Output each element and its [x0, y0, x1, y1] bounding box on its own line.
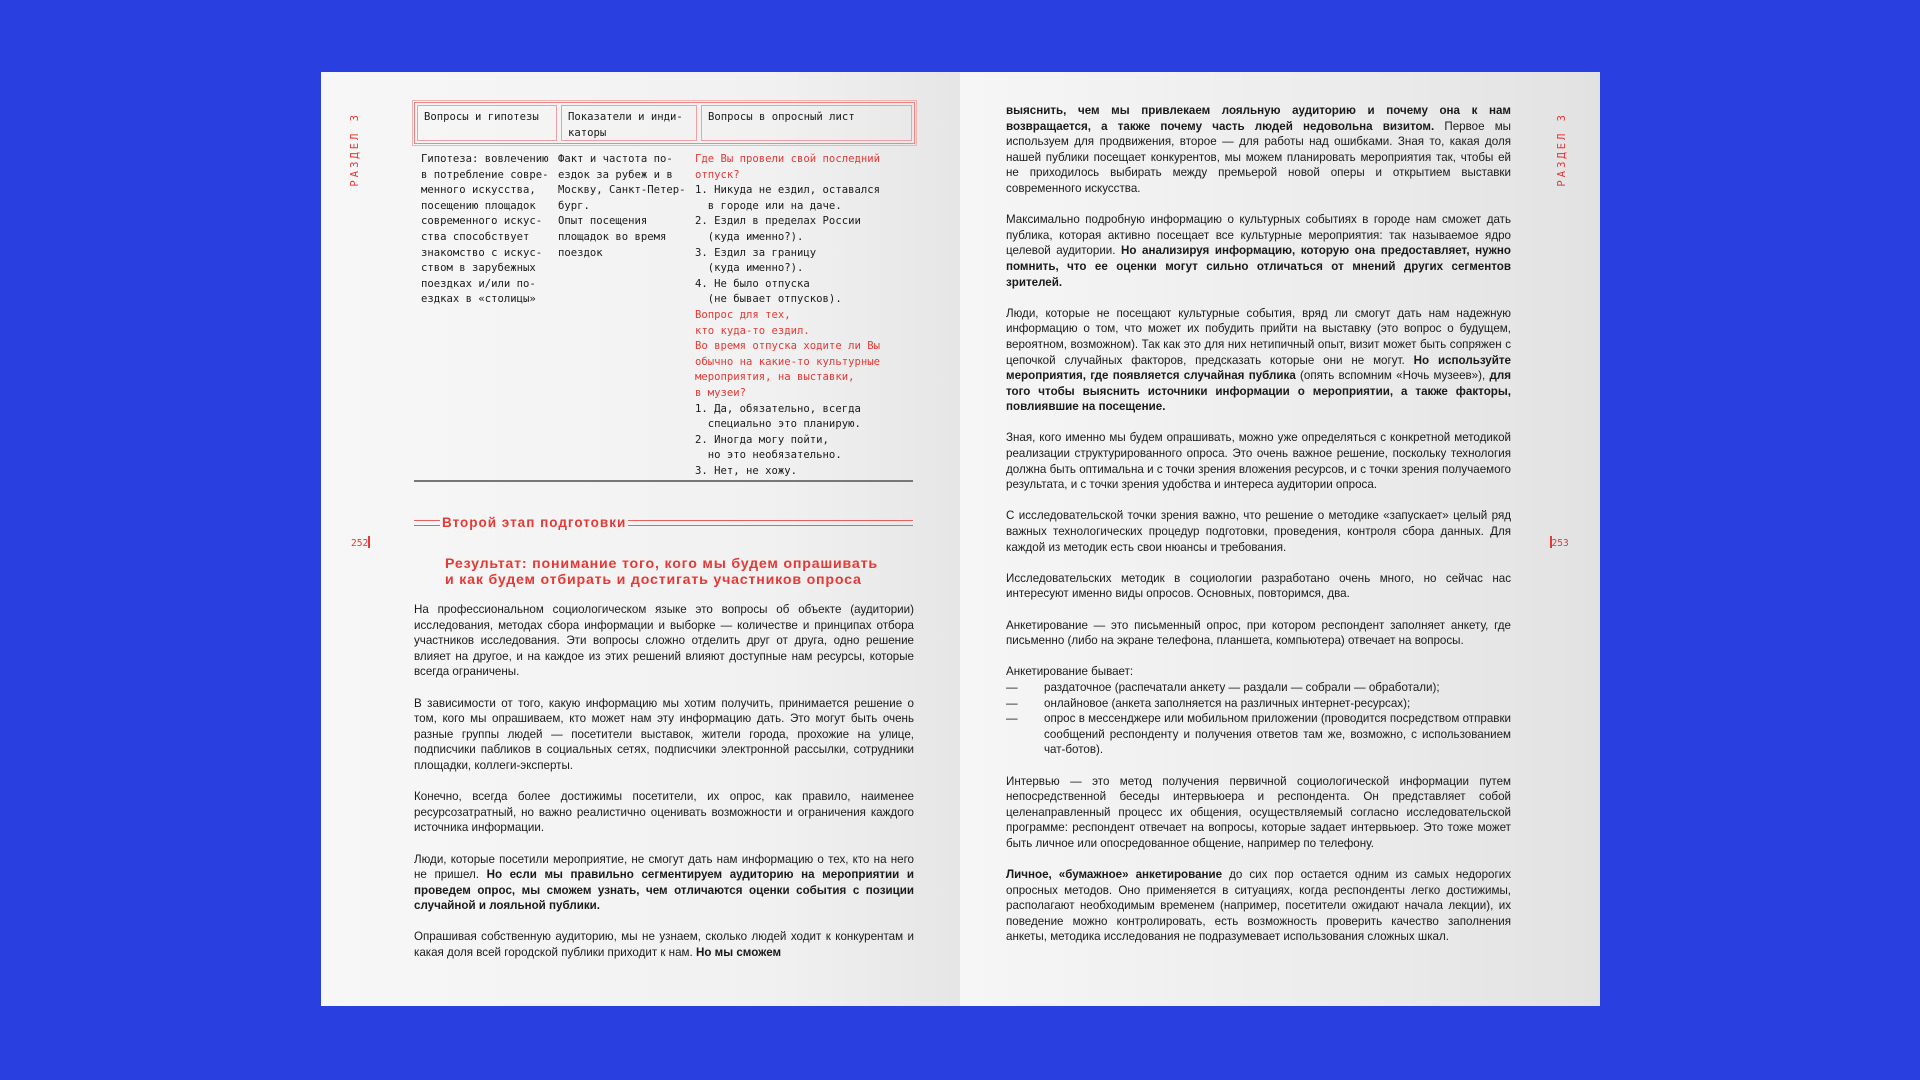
table-header-cell: Вопросы и гипотезы	[417, 105, 557, 141]
table-cell-line: Вопрос для тех,	[695, 308, 791, 321]
table-cell-line: отпуск?	[695, 168, 740, 181]
subheading	[445, 557, 925, 588]
table-cell-line: кто куда-то ездил.	[695, 324, 810, 337]
list-intro: Анкетирование бывает:	[1006, 665, 1134, 679]
dash-marker: —	[1006, 696, 1018, 710]
table-cell-line: Москву, Санкт-Петер-	[558, 184, 686, 197]
body-text	[414, 602, 914, 976]
table-cell-line: поездок	[558, 246, 603, 259]
double-rule-right	[628, 520, 913, 526]
table-cell-line: Факт и частота по-	[558, 153, 673, 165]
table-column-hypotheses	[421, 152, 561, 308]
table-cell-line: 4. Не было отпуска	[695, 277, 810, 290]
bold-text: Но если мы правильно сегментируем аудиторию на мероприятии и проведем опрос, мы сможем узнать, чем отличаются оценки события с позиции случайной и лояльной публики.	[414, 868, 914, 913]
table-header	[414, 102, 915, 144]
bold-text: выяснить, чем мы привлекаем лояльную аудиторию и почему она к нам возвращается, а также почему часть людей недовольна визитом.	[1006, 104, 1511, 133]
table-column-indicators	[558, 152, 698, 261]
plain-text: Люди, которые не посещают культурные события, вряд ли смогут дать нам надежную информацию о том, что может их побудить прийти на выставку (это вопрос о будущем, вероятном, возможном). Так как это для них нетипичный опыт, визит может быть сопряжен с цепочкой случайных факторов, предсказать которые они не могут.	[1006, 306, 1511, 367]
double-rule-left	[414, 520, 440, 526]
table-cell-line: Гипотеза: вовлечению	[421, 153, 549, 165]
list-item-text: онлайновое (анкета заполняется на различных интернет-ресурсах);	[1044, 696, 1411, 710]
page-number-text: 252	[351, 538, 369, 549]
bold-text: Личное, «бумажное» анкетирование	[1006, 868, 1223, 882]
table-cell-line: (куда именно?).	[695, 262, 804, 275]
paragraph	[1006, 212, 1511, 290]
paragraph	[414, 929, 914, 960]
table-cell-line: 3. Нет, не хожу.	[695, 464, 798, 477]
table-cell-line: в музеи?	[695, 386, 747, 399]
table-cell-line: ездках в «столицы»	[421, 293, 536, 306]
list-item	[1006, 696, 1511, 712]
bold-text: для того чтобы выяснить источники информации о мероприятии, а также факторы, повлиявшие на посещение.	[1006, 369, 1511, 414]
table-cell-line: (не бывает отпусков).	[695, 293, 842, 306]
page-number	[1550, 536, 1569, 549]
paragraph	[414, 696, 914, 774]
plain-text: В зависимости от того, какую информацию мы хотим получить, принимается решение о том, кого мы опрашиваем, кто может нам эту информацию дать. Это могут быть очень разные группы людей — посетители выставок, жители города, прохожие на улице, подписчики пабликов в социальных сетях, подписчики электронной рассылки, сотрудники площадки, коллеги-эксперты.	[414, 696, 914, 772]
subheading-line: Результат: понимание того, кого мы будем опрашивать	[445, 556, 878, 572]
page-number-text: 253	[1551, 538, 1569, 549]
list-item-text: раздаточное (распечатали анкету — раздали — собрали — обработали);	[1044, 680, 1440, 694]
list-item-text: опрос в мессенджере или мобильном приложении (проводится посредством отправки сообщений респонденту и получения ответов там же, возможно, с использованием чат-ботов).	[1044, 712, 1511, 757]
table-cell-line: Во время отпуска ходите ли Вы	[695, 340, 880, 353]
paragraph	[1006, 306, 1511, 415]
table-cell-line: 3. Ездил за границу	[695, 246, 817, 259]
page-number	[351, 536, 370, 549]
bold-text: Но используйте мероприятия, где появляется случайная публика	[1006, 353, 1511, 383]
section-label: РАЗДЕЛ 3	[349, 112, 361, 187]
paragraph	[414, 852, 914, 914]
table-cell-line: ездок за рубеж и в	[558, 168, 673, 181]
table-cell-line: ством в зарубежных	[421, 262, 536, 275]
table-cell-line: поездках и/или по-	[421, 277, 536, 290]
table-cell-line: бург.	[558, 199, 590, 212]
list-item	[1006, 711, 1511, 758]
table-cell-line: 1. Никуда не ездил, оставался	[695, 184, 880, 197]
table-cell-line: (куда именно?).	[695, 230, 804, 243]
subheading-line: и как будем отбирать и достигать участников опроса	[445, 571, 862, 588]
table-cell-line: Опыт посещения	[558, 215, 648, 228]
table-cell-line: посещению площадок	[421, 199, 536, 212]
table-cell-line: в городе или на даче.	[695, 199, 842, 212]
paragraph: Интервью — это метод получения первичной социологической информации путем непосредственной беседы интервьюера и респондента. Он представляет собой целенаправленный процесс их общения, осуществляемый согласно исследовательской программе: респондент отвечает на вопросы, которые задает интервьюер. Это тоже может быть личное или опосредованное общение, например по телефону.	[1006, 774, 1511, 850]
paragraph	[414, 602, 914, 680]
paragraph: Анкетирование — это письменный опрос, при котором респондент заполняет анкету, где письменно (либо на экране телефона, планшета, компьютера) отвечает на вопросы.	[1006, 618, 1511, 648]
page-number-bar	[368, 536, 370, 548]
left-page	[321, 72, 960, 1006]
table-column-questions	[695, 152, 915, 479]
table-cell-line: специально это планирую.	[695, 418, 861, 431]
right-page	[960, 72, 1600, 1006]
body-text	[1006, 103, 1511, 961]
table-cell-line: знакомство с искус-	[421, 246, 543, 259]
table-cell-line: Где Вы провели свой последний	[695, 153, 880, 165]
section-title-text: Второй этап подготовки	[442, 515, 627, 530]
paragraph: Исследовательских методик в социологии разработано очень много, но сейчас нас интересуют именно виды опросов. Основных, повторимся, два.	[1006, 571, 1511, 601]
plain-text: до сих пор остается одним из самых недорогих опросных методов. Оно применяется в ситуациях, когда респонденты легко достижимы, располагают необходимым временем (например, посетители ожидают начала лекции), их поведение можно контролировать, есть возможность проверить качество заполнения анкеты, методика исследования не подразумевает использования сложных шкал.	[1006, 868, 1511, 944]
plain-text: (опять вспомним «Ночь музеев»),	[1295, 369, 1490, 383]
table-cell-line: современного искус-	[421, 215, 543, 228]
section-label: РАЗДЕЛ 3	[1556, 112, 1568, 187]
plain-text: Первое мы используем для продвижения, второе — для работы над ошибками. Зная то, какая доля нашей публики посещает конкурентов, мы можем планировать мероприятия так, чтобы ей не приходилось выбирать между премьерой новой оперы и открытием выставки современного искусства.	[1006, 119, 1511, 195]
dash-marker: —	[1006, 712, 1018, 726]
table-header-cell: Вопросы в опросный лист	[701, 105, 912, 141]
table-cell-line: 2. Иногда могу пойти,	[695, 433, 829, 446]
table-cell-line: но это необязательно.	[695, 449, 842, 462]
paragraph	[1006, 867, 1511, 945]
table-cell-line: площадок во время	[558, 230, 667, 243]
bold-text: Но мы сможем	[695, 946, 782, 960]
dash-marker: —	[1006, 680, 1018, 694]
table-cell-line: мероприятия, на выставки,	[695, 371, 855, 384]
paragraph: С исследовательской точки зрения важно, что решение о методике «запускает» целый ряд важных технологических процедур подготовки, проведения, контроля сбора данных. Для каждой из методик есть свои нюансы и требования.	[1006, 509, 1511, 554]
table-bottom-rule	[414, 480, 913, 482]
plain-text: Конечно, всегда более достижимы посетители, их опрос, как правило, наименее ресурсозатратный, но важно реалистично оценивать возможности и ограничения каждого источника информации.	[414, 790, 914, 835]
plain-text: Опрашивая собственную аудиторию, мы не узнаем, сколько людей ходит к конкурентам и какая доля всей городской публики приходит к нам.	[414, 930, 914, 960]
list-item	[1006, 680, 1511, 696]
paragraph	[414, 789, 914, 836]
plain-text: На профессиональном социологическом языке это вопросы об объекте (аудитории) исследования, методах сбора информации и выборке — количестве и принципах отбора участников исследования. Эти вопросы сложно отделить друг от друга, одно решение влияет на другое, и на каждое из этих решений влияют доступные нам ресурсы, которые всегда ограничены.	[414, 603, 914, 679]
plain-text: Максимально подробную информацию о культурных событиях в городе нам сможет дать публика, которая активно посещает все культурные мероприятия: так называемое ядро целевой аудитории.	[1006, 213, 1511, 258]
paragraph	[1006, 103, 1511, 197]
paragraph: Зная, кого именно мы будем опрашивать, можно уже определяться с конкретной методикой реализации структурированного опроса. Это очень важное решение, поскольку технология должна быть оптимальна и с точки зрения вложения ресурсов, и с точки зрения получаемого результата, и с точки зрения удобства и интереса аудитории опроса.	[1006, 431, 1511, 492]
plain-text: Люди, которые посетили мероприятие, не смогут дать нам информацию о тех, кто на него не пришел.	[414, 852, 914, 882]
section-title	[414, 515, 913, 530]
bold-text: Но анализируя информацию, которую она предоставляет, нужно помнить, что ее оценки могут сильно отличаться от мнений других сегментов зрителей.	[1006, 244, 1511, 289]
table-cell-line: обычно на какие-то культурные	[695, 355, 880, 368]
dash-list	[1006, 680, 1511, 758]
table-cell-line: менного искусства,	[421, 184, 536, 197]
table-cell-line: 1. Да, обязательно, всегда	[695, 402, 861, 415]
table-cell-line: ства способствует	[421, 230, 530, 243]
table-header-cell: Показатели и инди- каторы	[561, 105, 697, 141]
table-cell-line: в потребление совре-	[421, 168, 549, 181]
table-cell-line: 2. Ездил в пределах России	[695, 215, 861, 228]
